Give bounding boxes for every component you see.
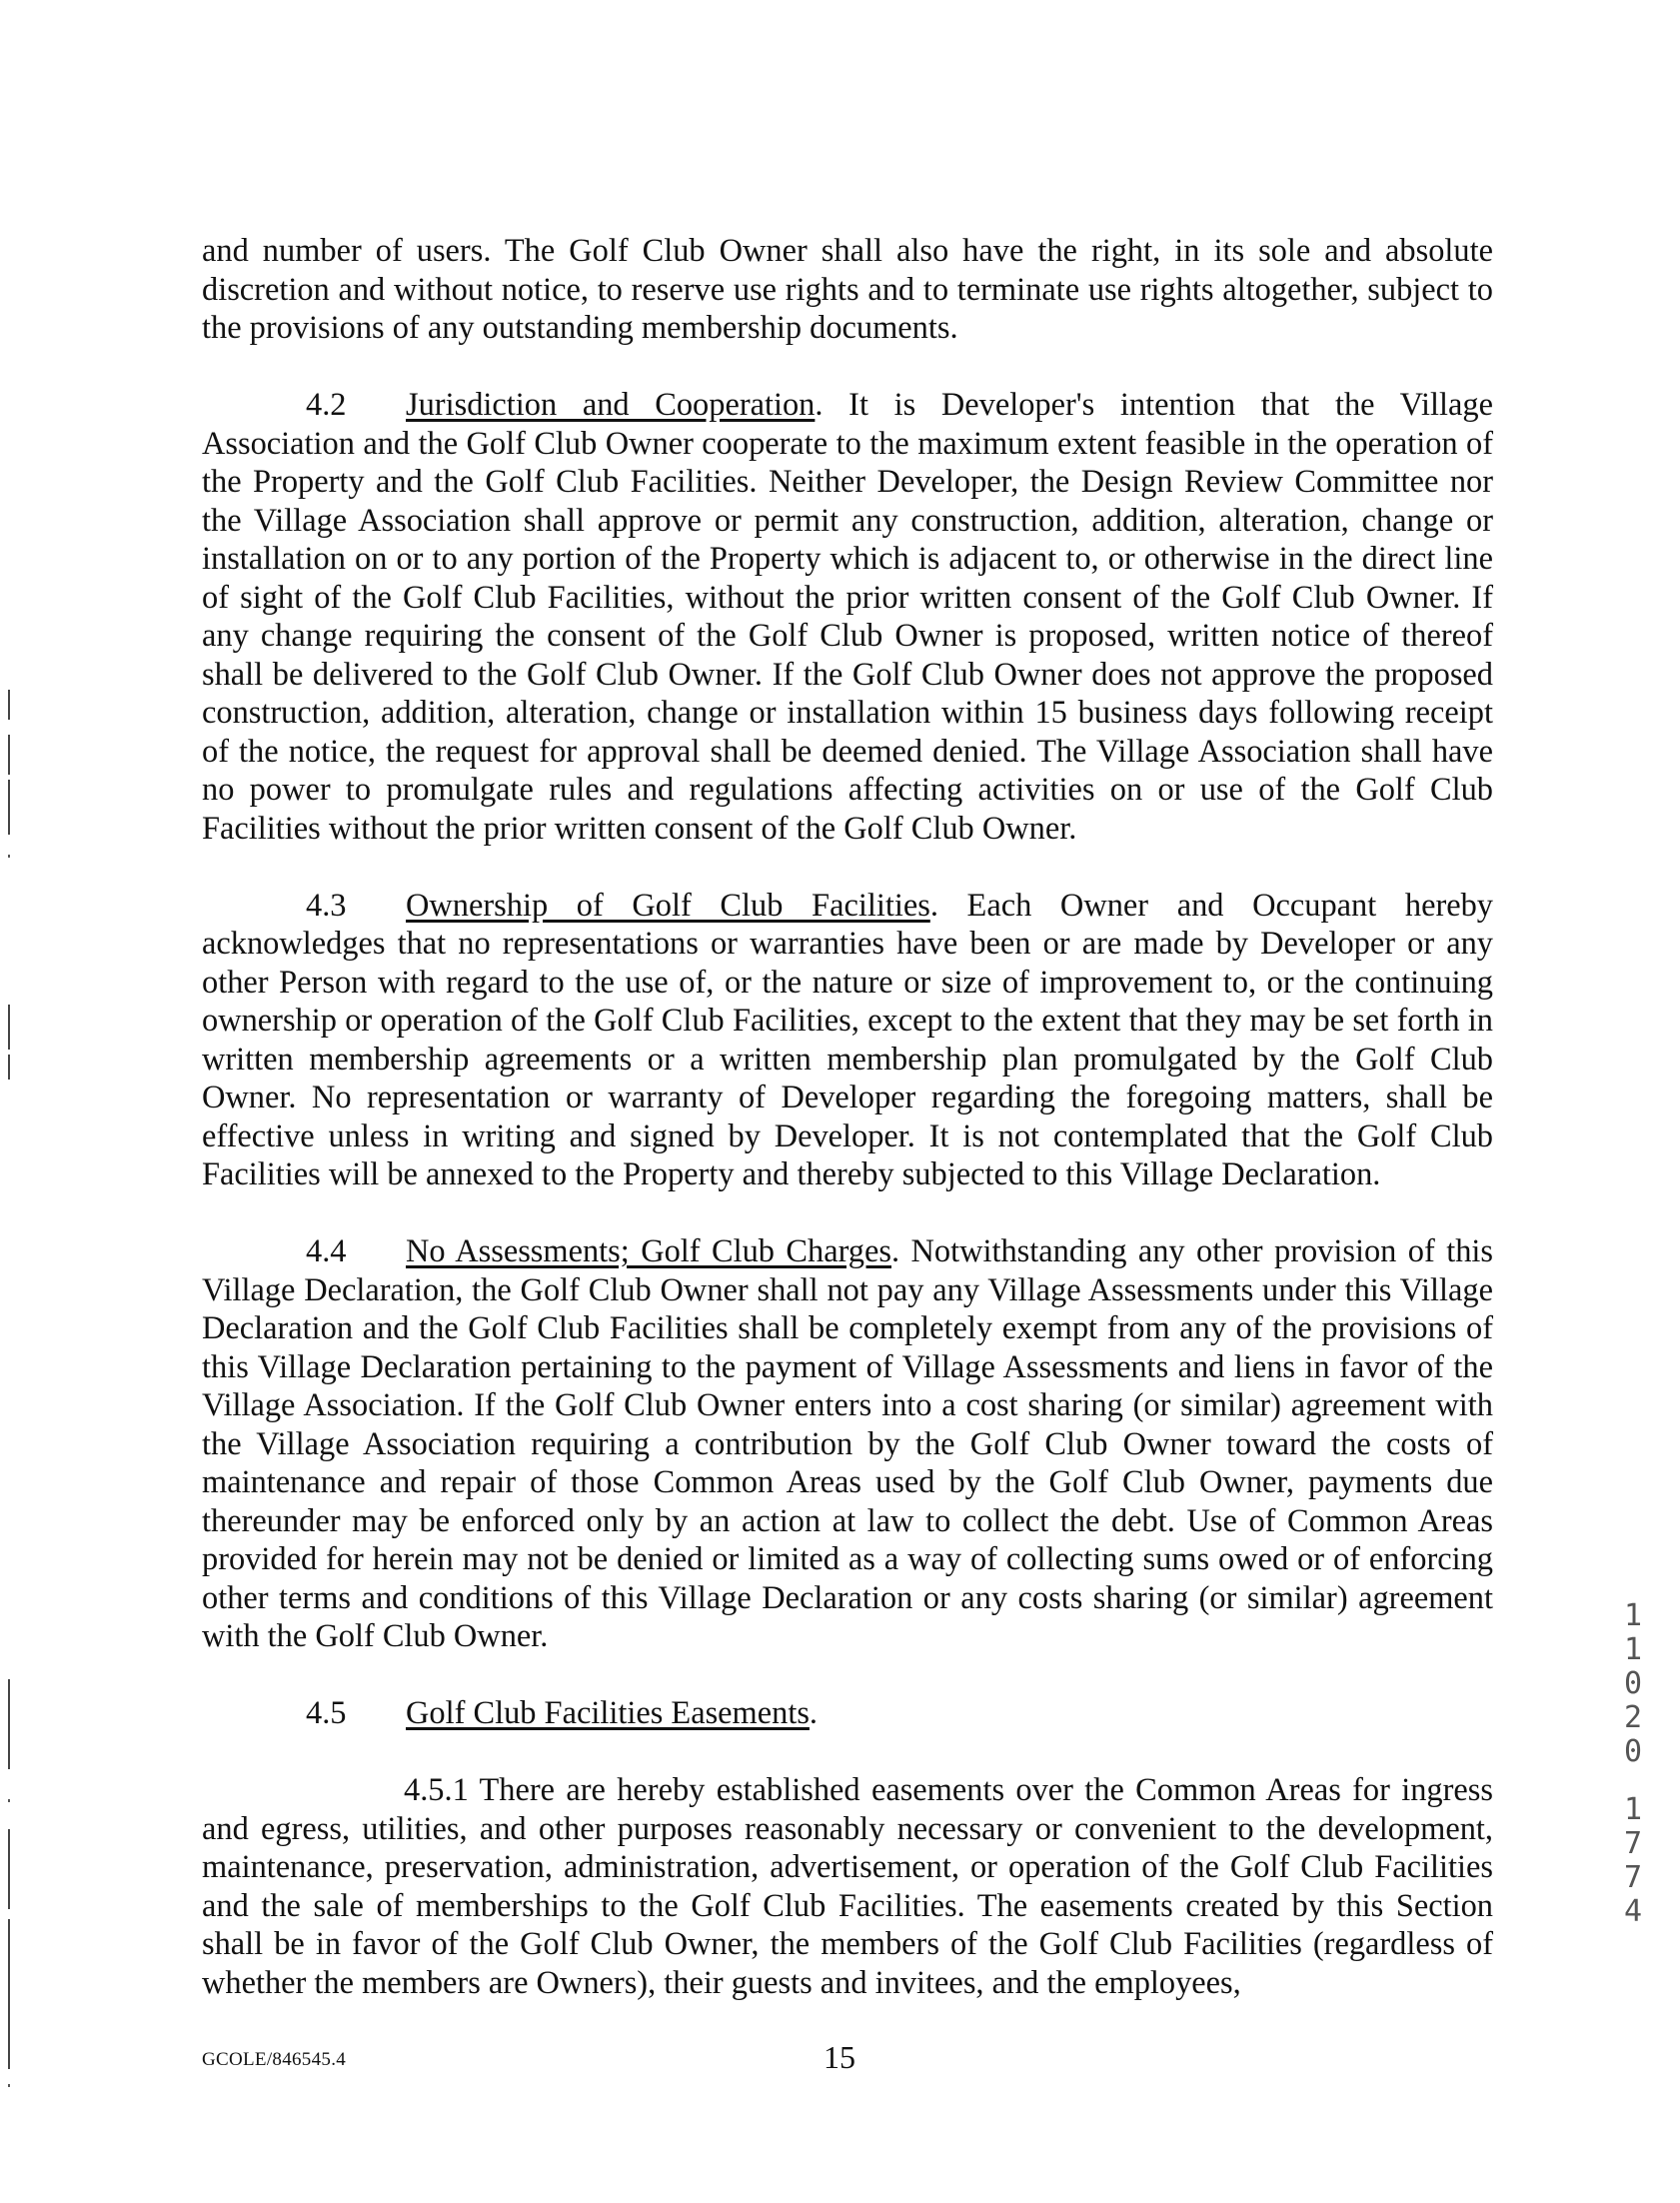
footer-doc-id: GCOLE/846545.4 [202, 2049, 347, 2070]
subsection-text: There are hereby established easements over the Common Areas for ingress and egress, utilities, and other purposes reasonably necessary or convenient to the development, maintenance, preservation, administration, advertisement, or operation of the Golf Club Facilities and the sale of memberships to the Golf Club Facilities. The easements created by this Section shall be in favor of the Golf Club Owner, the members of the Golf Club Facilities (regardless of whether the members are Owners), their guests and invitees, and the employees, [202, 1772, 1493, 2001]
section-text: . [809, 1695, 819, 1731]
section-4-5-1 [202, 1771, 1493, 2002]
margin-change-bar [8, 735, 10, 775]
section-number: 4.2 [306, 387, 347, 423]
margin-change-bar [8, 1679, 10, 1769]
section-text: . It is Developer's intention that the Village Association and the Golf Club Owner cooperate to the maximum extent feasible in the operation of the Property and the Golf Club Facilities. Neither Developer, the Design Review Committee nor the Village Association shall approve or permit any construction, addition, alteration, change or installation on or to any portion of the Property which is adjacent to, or otherwise in the direct line of sight of the Golf Club Facilities, without the prior written consent of the Golf Club Owner. If any change requiring the consent of the Golf Club Owner is proposed, written notice of thereof shall be delivered to the Golf Club Owner. If the Golf Club Owner does not approve the proposed construction, addition, alteration, change or installation within 15 business days following receipt of the notice, the request for approval shall be deemed denied. The Village Association shall have no power to promulgate rules and regulations affecting activities on or use of the Golf Club Facilities without the prior written consent of the Golf Club Owner. [202, 387, 1494, 847]
margin-change-bar [8, 1055, 10, 1080]
section-number: 4.4 [306, 1233, 347, 1269]
section-title: No Assessments; Golf Club Charges [406, 1233, 891, 1269]
document-page [202, 232, 1493, 2041]
section-number: 4.3 [306, 887, 347, 924]
section-4-5 [202, 1694, 1493, 1733]
margin-dot [8, 855, 10, 858]
section-text: . Notwithstanding any other provision of this Village Declaration, the Golf Club Owner shall not pay any Village Assessments under this Village Declaration and the Golf Club Facilities shall be completely exempt from any of the provisions of this Village Declaration pertaining to the payment of Village Assessments and liens in favor of the Village Association. If the Golf Club Owner enters into a cost sharing (or similar) agreement with the Village Association requiring a contribution by the Golf Club Owner toward the costs of maintenance and repair of those Common Areas used by the Golf Club Owner, payments due thereunder may be enforced only by an action at law to collect the debt. Use of Common Areas provided for herein may not be denied or limited as a way of collecting sums owed or of enforcing other terms and conditions of this Village Declaration or any costs sharing (or similar) agreement with the Golf Club Owner. [202, 1233, 1493, 1654]
stamp-digit: 1 [1623, 1632, 1643, 1667]
section-4-2 [202, 386, 1493, 848]
stamp-digit: 4 [1623, 1894, 1643, 1929]
margin-change-bar [8, 1919, 10, 2069]
margin-dot [8, 1799, 10, 1802]
margin-change-bar [8, 690, 10, 720]
section-4-4 [202, 1232, 1493, 1656]
section-title: Golf Club Facilities Easements [406, 1695, 810, 1731]
subsection-number: 4.5.1 [404, 1772, 469, 1808]
stamp-digit: 2 [1623, 1700, 1643, 1735]
stamp-digit: 7 [1623, 1826, 1643, 1861]
stamp-digit: 0 [1623, 1666, 1643, 1701]
margin-dot [8, 2084, 10, 2087]
stamp-digit: 0 [1623, 1734, 1643, 1769]
stamp-digit: 1 [1623, 1598, 1643, 1633]
section-title: Ownership of Golf Club Facilities [406, 887, 930, 924]
section-number: 4.5 [306, 1695, 347, 1731]
section-4-3 [202, 887, 1493, 1194]
section-text: . Each Owner and Occupant hereby acknowledges that no representations or warranties have been or are made by Developer or any other Person with regard to the use of, or the nature or size of improvement to, or the continuing ownership or operation of the Golf Club Facilities, except to the extent that they may be set forth in written membership agreements or a written membership plan promulgated by the Golf Club Owner. No representation or warranty of Developer regarding the foregoing matters, shall be effective unless in writing and signed by Developer. It is not contemplated that the Golf Club Facilities will be annexed to the Property and thereby subjected to this Village Declaration. [202, 887, 1493, 1192]
margin-change-bar [8, 1005, 10, 1050]
margin-change-bar [8, 780, 10, 815]
paragraph-continuation: and number of users. The Golf Club Owner shall also have the right, in its sole and absolute discretion and without notice, to reserve use rights and to terminate use rights altogether, subject to the provisions of any outstanding membership documents. [202, 233, 1493, 346]
footer-page-number: 15 [824, 2039, 855, 2075]
stamp-digit: 7 [1623, 1860, 1643, 1895]
margin-change-bar [8, 1829, 10, 1909]
margin-stamp [1613, 1599, 1653, 1929]
section-title: Jurisdiction and Cooperation [406, 387, 816, 423]
margin-change-bar [8, 815, 10, 835]
stamp-digit: 1 [1623, 1792, 1643, 1827]
